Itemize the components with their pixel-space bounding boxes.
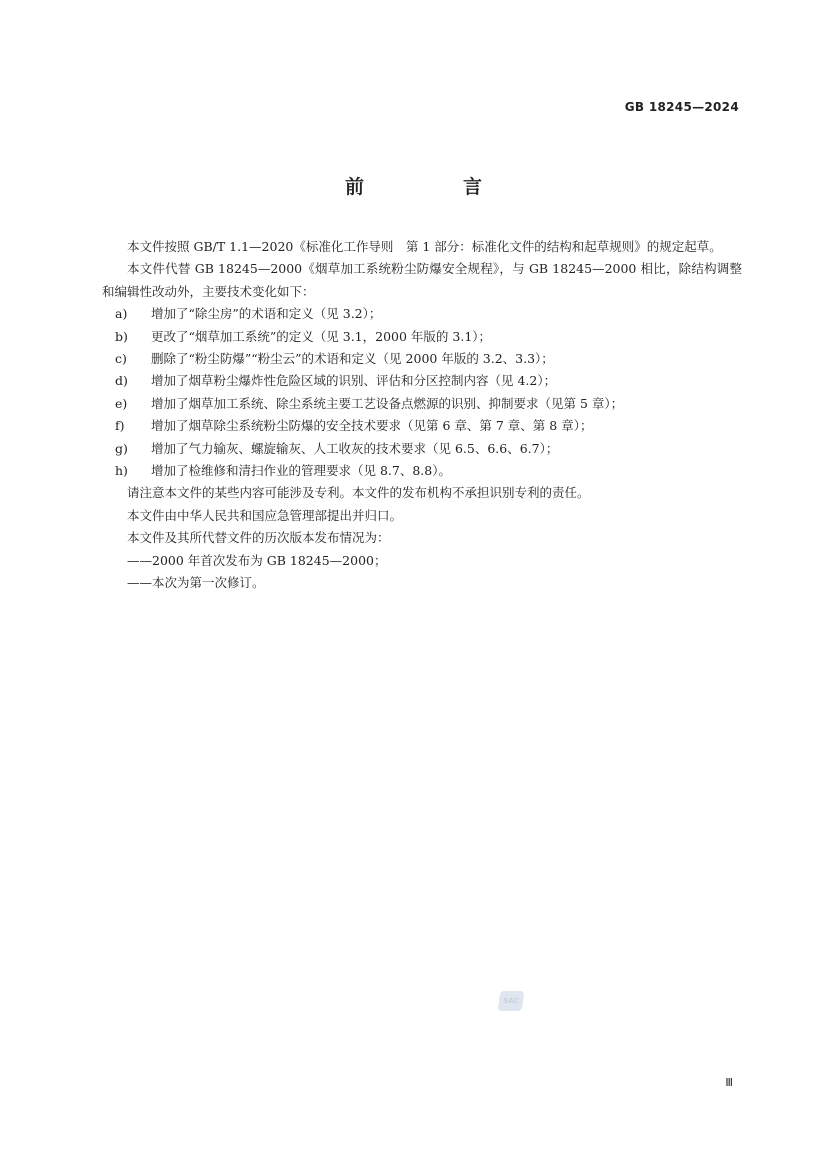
list-item-label: e) [115, 395, 128, 411]
list-item [102, 438, 742, 460]
list-item-label: f) [115, 418, 125, 434]
list-item [102, 370, 742, 392]
list-item-text: 增加了烟草除尘系统粉尘防爆的安全技术要求（见第 6 章、第 7 章、第 8 章）； [151, 418, 593, 434]
list-item-text: 增加了检维修和清扫作业的管理要求（见 8.7、8.8）。 [151, 463, 451, 479]
list-item [102, 460, 742, 482]
foreword-body [102, 236, 742, 595]
list-item-text: 增加了烟草加工系统、除尘系统主要工艺设备点燃源的识别、抑制要求（见第 5 章）； [151, 395, 624, 411]
history-intro: 本文件及其所代替文件的历次版本发布情况为： [127, 530, 390, 546]
list-item-text: 增加了“除尘房”的术语和定义（见 3.2）； [151, 306, 382, 322]
patent-notice: 请注意本文件的某些内容可能涉及专利。本文件的发布机构不承担识别专利的责任。 [127, 485, 590, 501]
proposer-statement: 本文件由中华人民共和国应急管理部提出并归口。 [127, 507, 403, 523]
list-item [102, 303, 742, 325]
page-number: Ⅲ [725, 1076, 733, 1089]
history-item: ——本次为第一次修订。 [127, 575, 265, 591]
list-item-label: a) [115, 306, 128, 322]
list-item-label: h) [115, 463, 128, 479]
list-item-label: g) [115, 440, 128, 456]
list-item-text: 增加了气力输灰、螺旋输灰、人工收灰的技术要求（见 6.5、6.6、6.7）； [151, 440, 559, 456]
list-item-label: d) [115, 373, 128, 389]
list-item [102, 415, 742, 437]
list-item [102, 348, 742, 370]
list-item-text: 删除了“粉尘防爆”“粉尘云”的术语和定义（见 2000 年版的 3.2、3.3）； [151, 351, 554, 367]
list-item-label: b) [115, 328, 128, 344]
list-item-label: c) [115, 351, 127, 367]
replacement-paragraph: 本文件代替 GB 18245—2000《烟草加工系统粉尘防爆安全规程》，与 GB 18245—2000 相比，除结构调整和编辑性改动外，主要技术变化如下： [102, 261, 742, 299]
drafting-rule-paragraph: 本文件按照 GB/T 1.1—2020《标准化工作导则 第 1 部分：标准化文件的结构和起草规则》的规定起草。 [127, 239, 722, 254]
sac-watermark-logo: SAC [498, 991, 525, 1011]
list-item [102, 326, 742, 348]
history-item: ——2000 年首次发布为 GB 18245—2000； [127, 552, 387, 568]
list-item-text: 更改了“烟草加工系统”的定义（见 3.1，2000 年版的 3.1）； [151, 328, 492, 344]
list-item-text: 增加了烟草粉尘爆炸性危险区域的识别、评估和分区控制内容（见 4.2）； [151, 373, 557, 389]
list-item [102, 393, 742, 415]
page-title: 前 言 [344, 176, 522, 198]
document-code: GB 18245—2024 [624, 100, 739, 114]
